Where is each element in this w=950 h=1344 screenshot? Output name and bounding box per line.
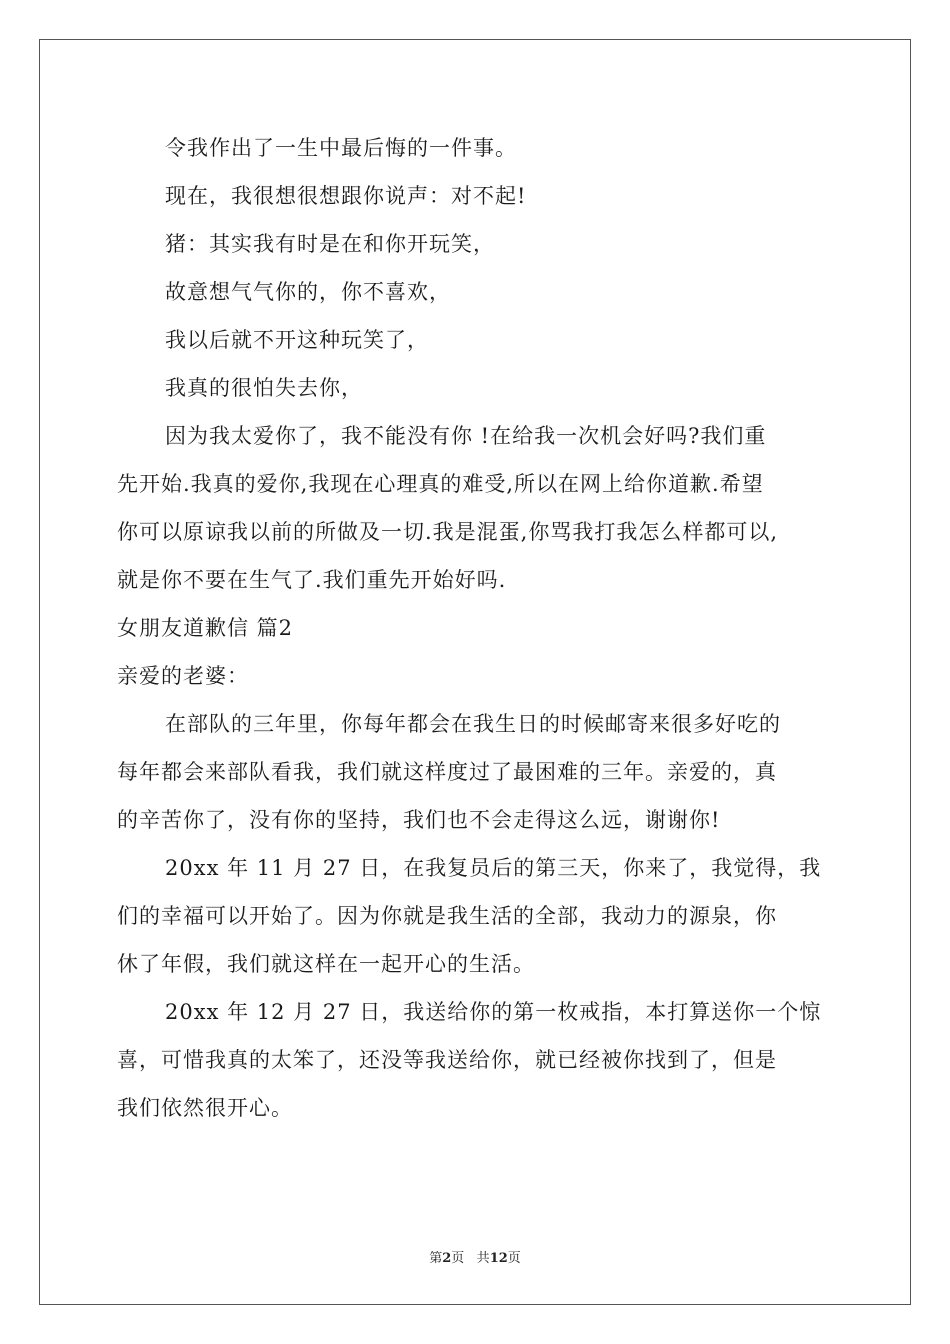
text-line: 每年都会来部队看我，我们就这样度过了最困难的三年。亲爱的，真 [117,760,777,784]
text-line: 现在，我很想很想跟你说声：对不起! [165,184,527,208]
text-line: 休了年假，我们就这样在一起开心的生活。 [117,952,535,976]
footer-page-prefix: 第 [429,1251,443,1266]
text-line: 20xx 年 12 月 27 日，我送给你的第一枚戒指，本打算送你一个惊 [165,1000,822,1024]
text-line: 我以后就不开这种玩笑了， [165,328,429,352]
text-line: 20xx 年 11 月 27 日，在我复员后的第三天，你来了，我觉得，我 [165,856,822,880]
text-line: 令我作出了一生中最后悔的一件事。 [165,136,517,160]
text-line: 猪：其实我有时是在和你开玩笑， [165,232,495,256]
text-line: 亲爱的老婆： [117,664,249,688]
footer-total-prefix: 共 [476,1251,490,1266]
text-line: 我们依然很开心。 [117,1096,293,1120]
footer-page-suffix: 页 [451,1251,465,1266]
text-line: 女朋友道歉信 篇2 [117,616,294,640]
text-line: 们的幸福可以开始了。因为你就是我生活的全部，我动力的源泉，你 [117,904,777,928]
footer-total-suffix: 页 [507,1251,521,1266]
text-line: 故意想气气你的，你不喜欢， [165,280,451,304]
text-line: 先开始.我真的爱你,我现在心理真的难受,所以在网上给你道歉.希望 [117,472,764,496]
text-line: 你可以原谅我以前的所做及一切.我是混蛋,你骂我打我怎么样都可以, [117,520,779,544]
text-line: 就是你不要在生气了.我们重先开始好吗. [117,568,507,592]
text-line: 的辛苦你了，没有你的坚持，我们也不会走得这么远，谢谢你! [117,808,721,832]
text-line: 因为我太爱你了，我不能没有你 !在给我一次机会好吗?我们重 [165,424,767,448]
text-line: 在部队的三年里，你每年都会在我生日的时候邮寄来很多好吃的 [165,712,781,736]
text-line: 我真的很怕失去你， [165,376,363,400]
footer-page-number: 2 [442,1251,452,1266]
text-line: 喜，可惜我真的太笨了，还没等我送给你，就已经被你找到了，但是 [117,1048,777,1072]
page-footer [0,1247,950,1266]
document-body [117,124,837,1132]
footer-total-pages: 12 [489,1251,508,1266]
